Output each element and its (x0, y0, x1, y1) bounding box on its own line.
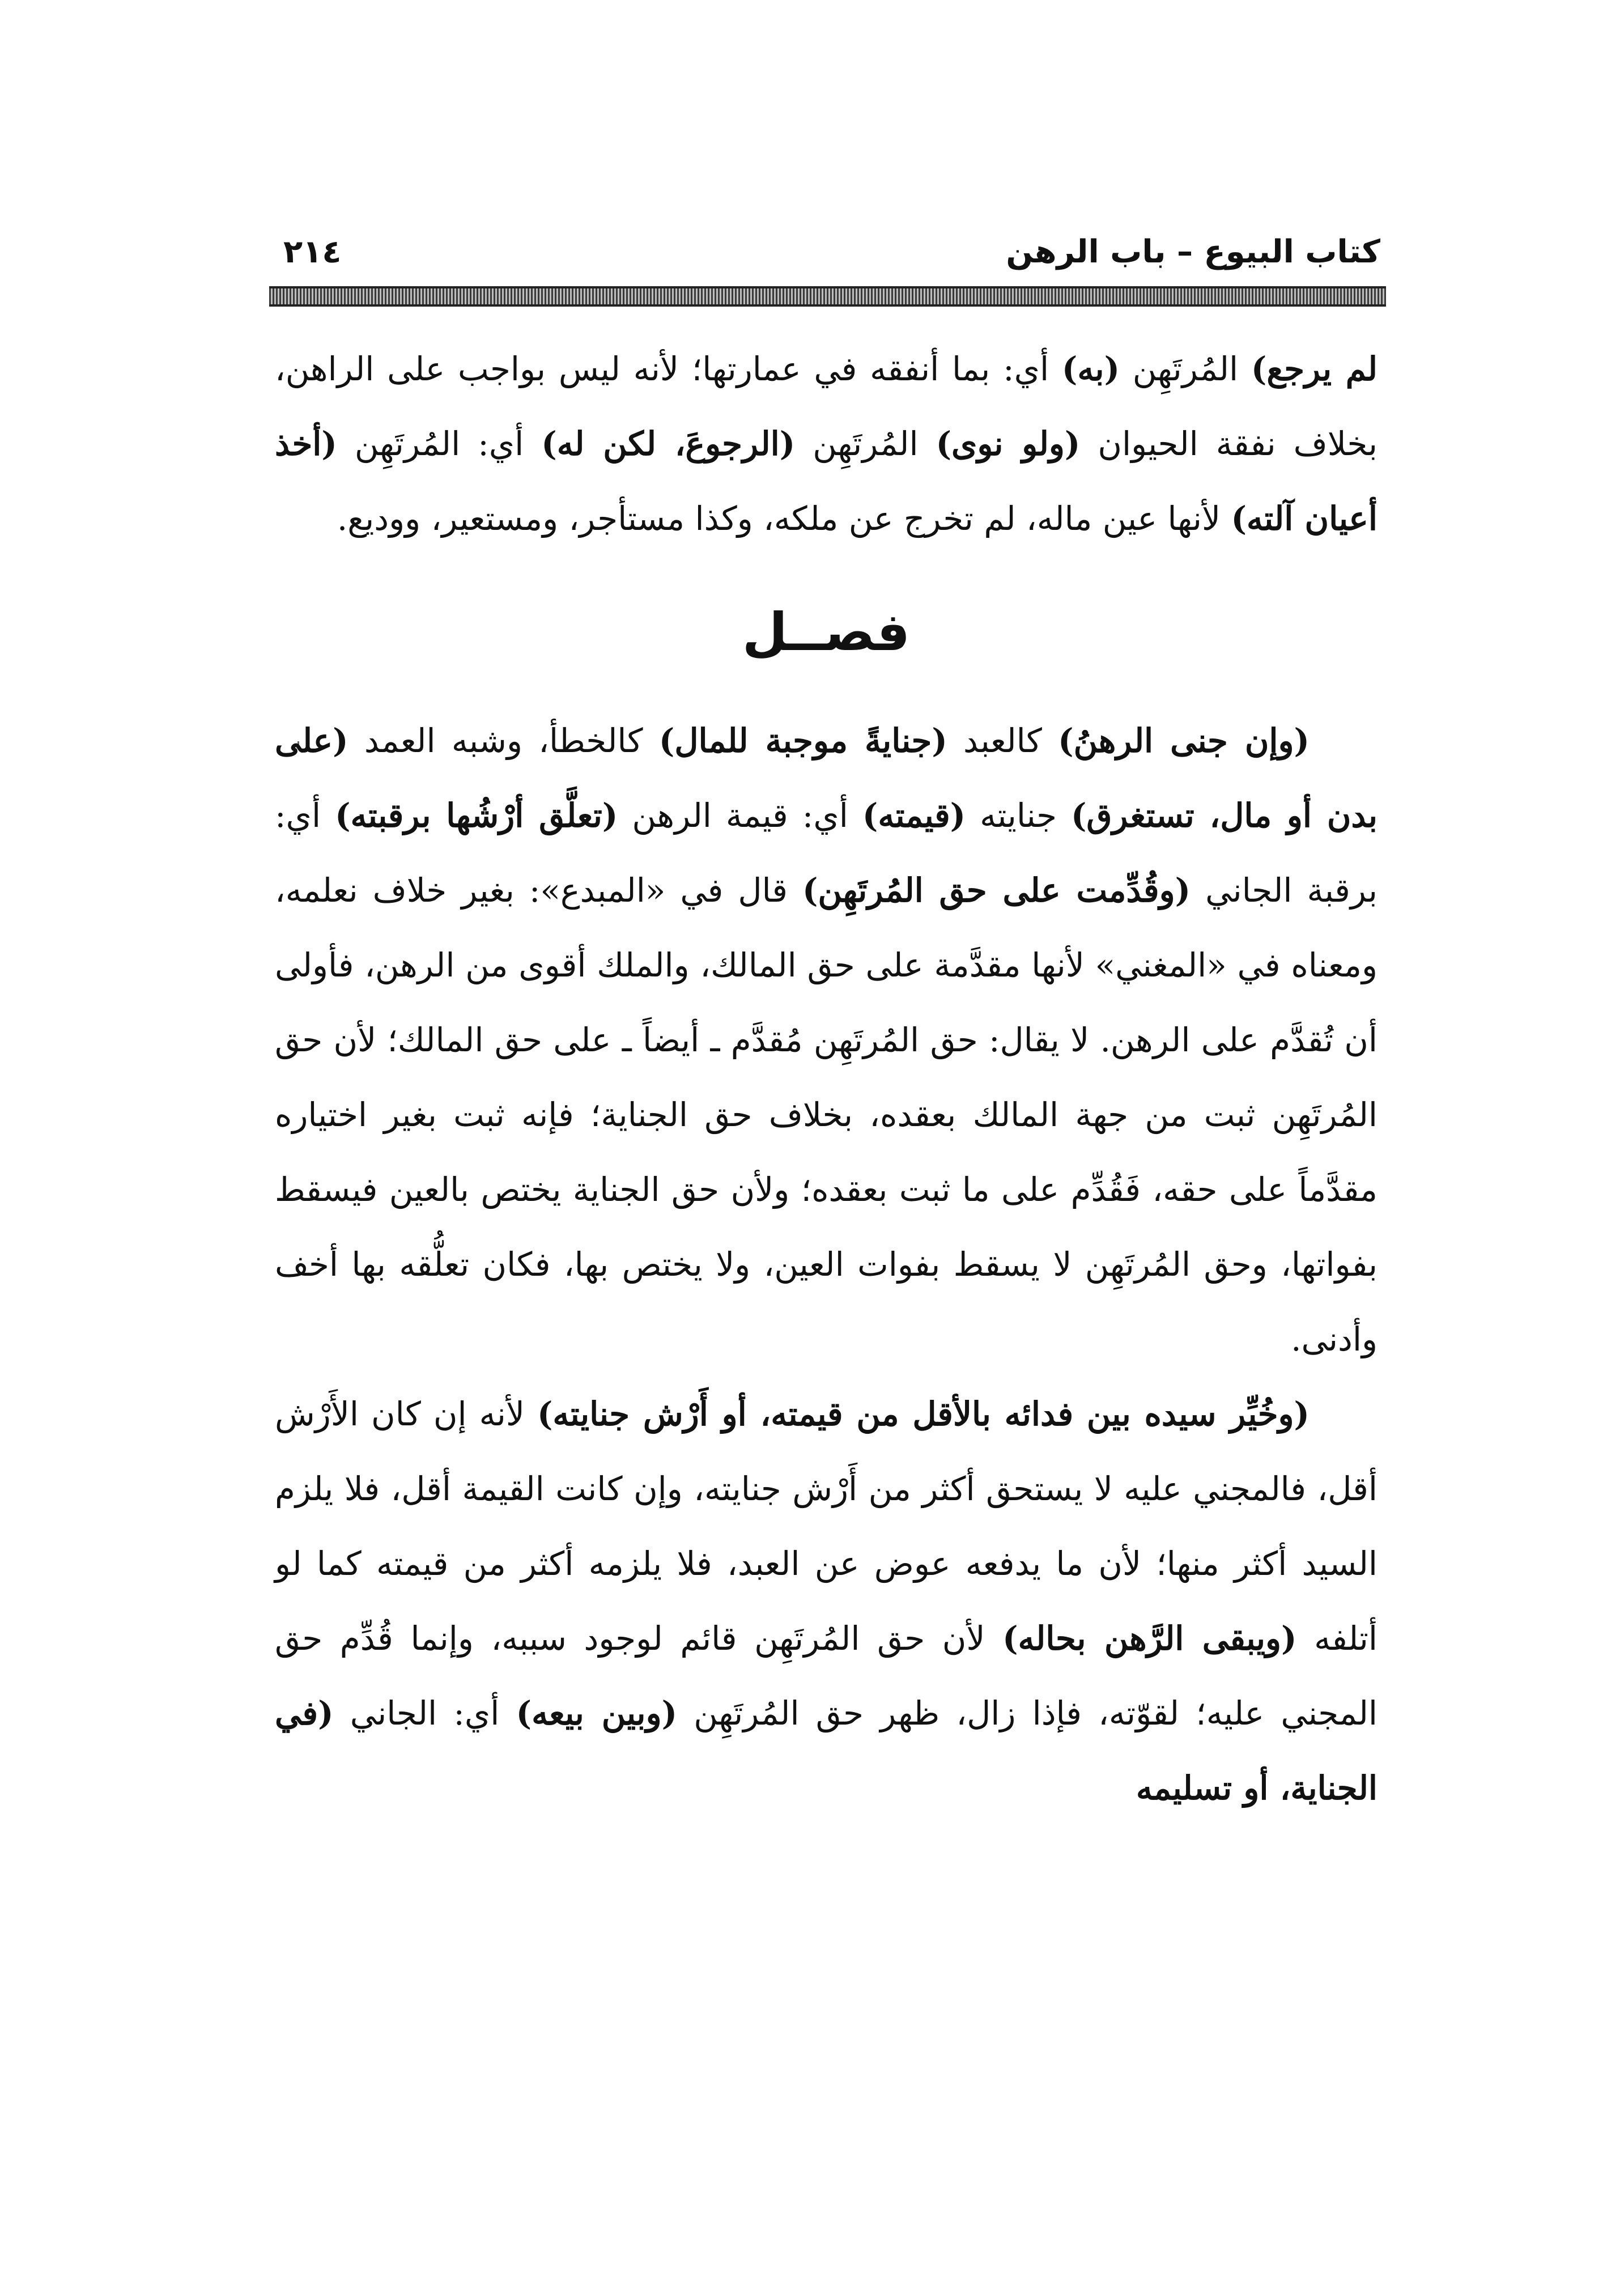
header-divider (269, 286, 1386, 307)
matn-segment: لم يرجع) (1251, 350, 1378, 388)
section-heading: فصــل (742, 602, 910, 663)
paragraph (275, 703, 1378, 1377)
header-title: كتاب البيوع – باب الرهن (1006, 233, 1380, 270)
commentary-segment: أي: برقبة الجاني (275, 796, 1378, 910)
commentary-segment: أي: بما أنفقه في عمارتها؛ لأنه ليس بواجب على الراهن، بخلاف نفقة الحيوان (275, 350, 1378, 463)
paragraph (275, 332, 1378, 556)
page-number: ٢١٤ (283, 233, 342, 270)
matn-segment: (في الجناية، أو تسليمه (275, 1694, 1378, 1807)
commentary-segment: كالخطأ، وشبه العمد (348, 721, 659, 760)
body-text (275, 332, 1378, 1825)
commentary-segment: لأن حق المُرتَهِن قائم لوجود سببه، وإنما قُدِّم حق المجني عليه؛ لقوّته، فإذا زال، ظهر حق المُرتَهِن (275, 1619, 1378, 1733)
matn-segment: (تعلَّق أرْشُها برقبته) (335, 796, 618, 835)
commentary-segment: قال في «المبدع»: بغير خلاف نعلمه، ومعناه في «المغني» لأنها مقدَّمة على حق المالك، والملك أقوى من الرهن، فأولى أن تُقدَّم على الرهن. لا يقال: حق المُرتَهِن مُقدَّم ـ أيضاً ـ على حق المالك؛ لأن حق المُرتَهِن ثبت من جهة المالك بعقده، بخلاف حق الجناية؛ فإنه ثبت بغير اختياره مقدَّماً على حقه، فَقُدِّم على ما ثبت بعقده؛ ولأن حق الجناية يختص بالعين فيسقط بفواتها، وحق المُرتَهِن لا يسقط بفوات العين، ولا يختص بها، فكان تعلُّقه بها أخف وأدنى. (275, 871, 1378, 1358)
commentary-segment: أي: المُرتَهِن (337, 424, 542, 463)
matn-segment: (على بدن أو مال، تستغرق) (275, 721, 1378, 835)
matn-segment: (أخذ أعيان آلته) (275, 424, 1378, 538)
matn-segment: (به) (1061, 350, 1120, 388)
paragraph (275, 1377, 1378, 1825)
commentary-segment: لأنها عين ماله، لم تخرج عن ملكه، وكذا مستأجر، ومستعير، ووديع. (337, 499, 1231, 538)
commentary-segment: أي: الجاني (333, 1694, 516, 1733)
matn-segment: (جنايةً موجبة للمال) (658, 721, 947, 760)
commentary-segment: لأنه إن كان الأَرْش أقل، فالمجني عليه لا يستحق أكثر من أَرْش جنايته، وإن كانت القيمة أقل، فلا يلزم السيد أكثر منها؛ لأن ما يدفعه عوض عن العبد، فلا يلزمه أكثر من قيمته كما لو أتلفه (275, 1395, 1378, 1658)
matn-segment: (وإن جنى الرهنُ) (1058, 721, 1310, 760)
matn-segment: (الرجوعَ، لكن له) (541, 424, 796, 463)
commentary-segment: أي: قيمة الرهن (618, 796, 862, 835)
matn-segment: (وبين بيعه) (516, 1694, 678, 1733)
matn-segment: (ولو نوى) (936, 424, 1081, 463)
commentary-segment: جنايته (966, 796, 1071, 835)
matn-segment: (وقُدِّمت على حق المُرتَهِن) (802, 871, 1191, 910)
commentary-segment: المُرتَهِن (1120, 350, 1251, 388)
running-header (283, 224, 1380, 286)
matn-segment: (قيمته) (862, 796, 966, 835)
commentary-segment: المُرتَهِن (795, 424, 936, 463)
matn-segment: (وخُيِّر سيده بين فدائه بالأقل من قيمته، أو أَرْش جنايته) (537, 1395, 1310, 1433)
matn-segment: (ويبقى الرَّهن بحاله) (1002, 1619, 1297, 1658)
commentary-segment: كالعبد (947, 721, 1058, 760)
